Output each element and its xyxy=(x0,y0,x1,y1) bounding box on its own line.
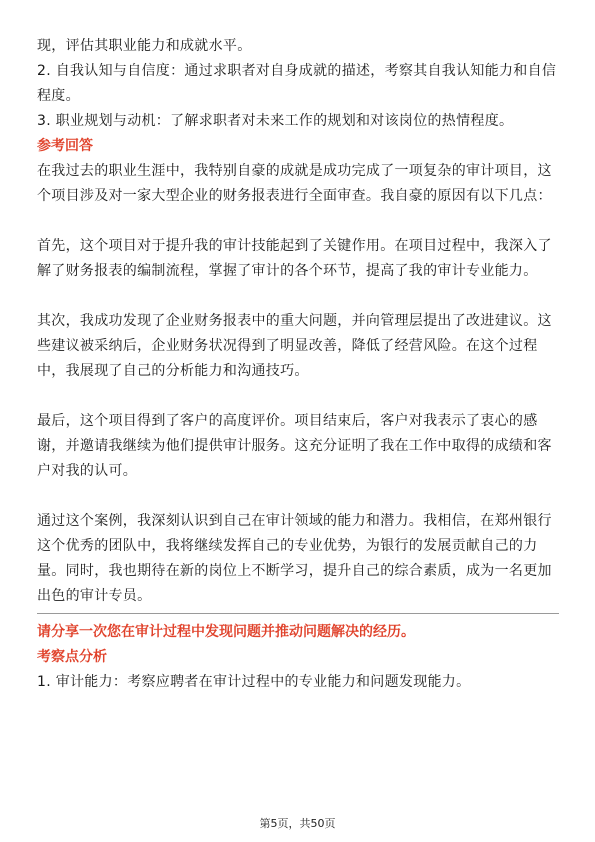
text-line: 解了财务报表的编制流程，掌握了审计的各个环节，提高了我的审计专业能力。 xyxy=(37,263,538,279)
paragraph-gap xyxy=(37,484,563,509)
text-line: 出色的审计专员。 xyxy=(37,588,152,604)
text-line: 些建议被采纳后，企业财务状况得到了明显改善，降低了经营风险。在这个过程 xyxy=(37,338,538,354)
answer-paragraph-3 xyxy=(37,309,563,384)
text-line: 通过这个案例，我深刻认识到自己在审计领域的能力和潜力。我相信，在郑州银行 xyxy=(37,513,552,529)
text-line: 量。同时，我也期待在新的岗位上不断学习，提升自己的综合素质，成为一名更加 xyxy=(37,563,552,579)
section-divider xyxy=(37,613,559,614)
text-line: 谢，并邀请我继续为他们提供审计服务。这充分证明了我在工作中取得的成绩和客 xyxy=(37,438,552,454)
text-line: 在我过去的职业生涯中，我特别自豪的成就是成功完成了一项复杂的审计项目，这 xyxy=(37,163,552,179)
answer-paragraph-1 xyxy=(37,159,563,209)
text-line: 中，我展现了自己的分析能力和沟通技巧。 xyxy=(37,363,309,379)
text-line: 现，评估其职业能力和成就水平。 xyxy=(37,38,252,54)
text-line: 其次，我成功发现了企业财务报表中的重大问题，并向管理层提出了改进建议。这 xyxy=(37,313,552,329)
text-line: 2. 自我认知与自信度：通过求职者对自身成就的描述，考察其自我认知能力和自信 xyxy=(37,63,557,79)
text-line: 程度。 xyxy=(37,88,80,104)
page-content xyxy=(37,34,563,695)
answer-paragraph-2 xyxy=(37,234,563,284)
text-line: 最后，这个项目得到了客户的高度评价。项目结束后，客户对我表示了衷心的感 xyxy=(37,413,538,429)
paragraph-gap xyxy=(37,284,563,309)
page-number: 第5页，共50页 xyxy=(259,817,336,830)
answer-paragraph-4 xyxy=(37,409,563,484)
text-line: 3. 职业规划与动机：了解求职者对未来工作的规划和对该岗位的热情程度。 xyxy=(37,113,514,129)
text-line: 首先，这个项目对于提升我的审计技能起到了关键作用。在项目过程中，我深入了 xyxy=(37,238,552,254)
analysis-heading: 考察点分析 xyxy=(37,649,107,665)
text-line: 户对我的认可。 xyxy=(37,463,138,479)
text-line: 个项目涉及对一家大型企业的财务报表进行全面审查。我自豪的原因有以下几点： xyxy=(37,188,552,204)
text-line: 1. 审计能力：考察应聘者在审计过程中的专业能力和问题发现能力。 xyxy=(37,674,471,690)
paragraph-gap xyxy=(37,384,563,409)
answer-paragraph-5 xyxy=(37,509,563,609)
paragraph-gap xyxy=(37,209,563,234)
question-title: 请分享一次您在审计过程中发现问题并推动问题解决的经历。 xyxy=(37,624,415,640)
text-line: 这个优秀的团队中，我将继续发挥自己的专业优势，为银行的发展贡献自己的力 xyxy=(37,538,538,554)
answer-heading: 参考回答 xyxy=(37,138,93,154)
